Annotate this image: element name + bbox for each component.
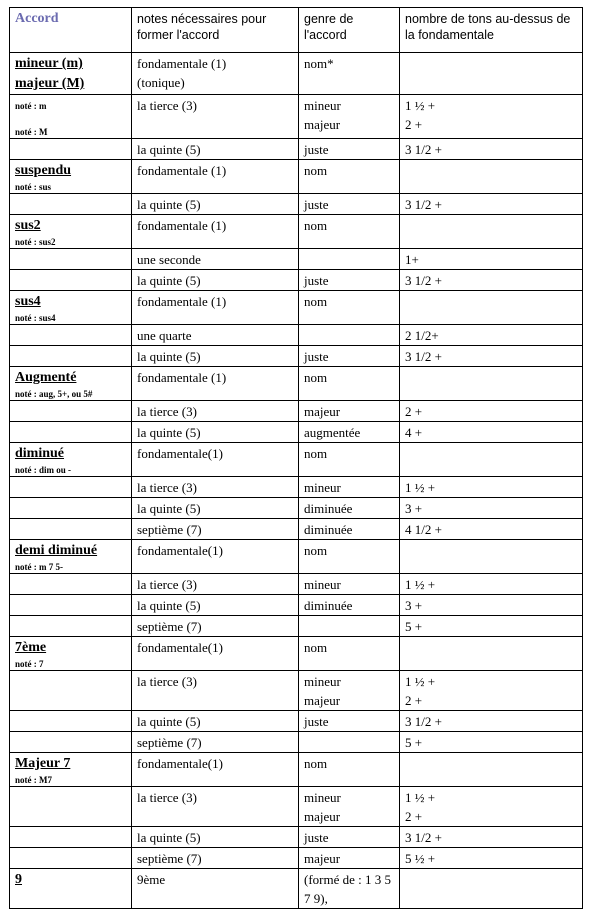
note-cell <box>132 346 299 367</box>
genre-text: nom <box>304 640 328 655</box>
chord-name-cell <box>10 53 132 95</box>
genre-text: mineur <box>304 674 341 689</box>
note-text: fondamentale (1) <box>137 163 227 178</box>
table-row <box>10 787 583 827</box>
tons-text: 5 ½ + <box>405 851 436 866</box>
tons-cell <box>400 711 583 732</box>
note-cell <box>132 732 299 753</box>
genre-cell <box>299 595 400 616</box>
tons-cell <box>400 869 583 909</box>
genre-text: nom <box>304 163 328 178</box>
note-text: fondamentale (1) <box>137 370 227 385</box>
tons-cell <box>400 291 583 325</box>
note-text: une seconde <box>137 252 201 267</box>
note-text: la tierce (3) <box>137 404 197 419</box>
table-row <box>10 291 583 325</box>
table-row <box>10 574 583 595</box>
tons-cell <box>400 194 583 215</box>
header-notes: notes nécessaires pour former l'accord <box>132 8 299 53</box>
chord-name-cell <box>10 637 132 671</box>
genre-text: diminuée <box>304 598 353 613</box>
note-text: fondamentale(1) <box>137 756 223 771</box>
note-cell <box>132 270 299 291</box>
chord-name-cell <box>10 215 132 249</box>
genre-text: majeur <box>304 851 341 866</box>
table-row <box>10 540 583 574</box>
genre-text: juste <box>304 830 329 845</box>
table-row <box>10 443 583 477</box>
note-text: fondamentale(1) <box>137 640 223 655</box>
chord-name-cell <box>10 595 132 616</box>
note-text: septième (7) <box>137 619 202 634</box>
chord-name-cell <box>10 249 132 270</box>
table-row <box>10 753 583 787</box>
tons-text: 5 + <box>405 619 423 634</box>
chord-notation: noté : m 7 5- <box>15 562 63 572</box>
chord-name: suspendu <box>15 163 72 178</box>
chord-name: Augmenté <box>15 370 77 385</box>
table-row <box>10 95 583 139</box>
note-text: fondamentale(1) <box>137 543 223 558</box>
table-row <box>10 160 583 194</box>
note-cell <box>132 139 299 160</box>
tons-cell <box>400 595 583 616</box>
note-cell <box>132 477 299 498</box>
note-text: la tierce (3) <box>137 98 197 113</box>
tons-text: 2 + <box>405 809 423 824</box>
table-row <box>10 249 583 270</box>
genre-cell <box>299 291 400 325</box>
genre-text: majeur <box>304 693 341 708</box>
genre-cell <box>299 574 400 595</box>
note-text: la quinte (5) <box>137 142 201 157</box>
tons-cell <box>400 671 583 711</box>
chord-notation: noté : M7 <box>15 775 52 785</box>
table-row <box>10 422 583 443</box>
chord-name-cell <box>10 194 132 215</box>
genre-text: mineur <box>304 480 341 495</box>
chord-name-cell <box>10 732 132 753</box>
chord-notation: noté : aug, 5+, ou 5# <box>15 389 93 399</box>
table-row <box>10 616 583 637</box>
chord-name-cell <box>10 422 132 443</box>
chord-name: 9 <box>15 872 22 887</box>
genre-text: majeur <box>304 809 341 824</box>
chord-name-cell <box>10 139 132 160</box>
chord-name-cell <box>10 270 132 291</box>
chord-name-cell <box>10 787 132 827</box>
chord-name-cell <box>10 367 132 401</box>
note-cell <box>132 160 299 194</box>
tons-cell <box>400 574 583 595</box>
chord-name-cell <box>10 869 132 909</box>
tons-text: 3 1/2 + <box>405 142 442 157</box>
tons-text: 1 ½ + <box>405 790 436 805</box>
tons-text: 1 ½ + <box>405 577 436 592</box>
note-text: la tierce (3) <box>137 480 197 495</box>
note-text: la quinte (5) <box>137 349 201 364</box>
header-genre: genre de l'accord <box>299 8 400 53</box>
note-cell <box>132 422 299 443</box>
note-text: la quinte (5) <box>137 714 201 729</box>
chord-name: majeur (M) <box>15 76 85 91</box>
note-text: fondamentale(1) <box>137 446 223 461</box>
genre-cell <box>299 367 400 401</box>
table-row <box>10 346 583 367</box>
chord-name-cell <box>10 519 132 540</box>
header-row <box>10 8 583 53</box>
note-cell <box>132 848 299 869</box>
genre-cell <box>299 732 400 753</box>
tons-text: 1 ½ + <box>405 98 436 113</box>
table-row <box>10 139 583 160</box>
note-text: septième (7) <box>137 851 202 866</box>
note-text: (tonique) <box>137 75 185 90</box>
table-row <box>10 498 583 519</box>
tons-text: 1+ <box>405 252 419 267</box>
chord-name-cell <box>10 401 132 422</box>
tons-cell <box>400 616 583 637</box>
note-cell <box>132 215 299 249</box>
genre-cell <box>299 848 400 869</box>
genre-cell <box>299 194 400 215</box>
genre-cell <box>299 827 400 848</box>
genre-text: mineur <box>304 577 341 592</box>
tons-text: 5 + <box>405 735 423 750</box>
chord-notation: noté : m <box>15 101 47 111</box>
genre-text: juste <box>304 197 329 212</box>
chord-name-cell <box>10 291 132 325</box>
note-text: fondamentale (1) <box>137 294 227 309</box>
tons-text: 4 + <box>405 425 423 440</box>
genre-cell <box>299 422 400 443</box>
chord-name-cell <box>10 671 132 711</box>
chord-name-cell <box>10 540 132 574</box>
tons-cell <box>400 95 583 139</box>
tons-cell <box>400 422 583 443</box>
genre-text: diminuée <box>304 501 353 516</box>
genre-text: majeur <box>304 404 341 419</box>
note-text: 9ème <box>137 872 166 887</box>
tons-cell <box>400 53 583 95</box>
tons-text: 3 1/2 + <box>405 197 442 212</box>
tons-cell <box>400 540 583 574</box>
note-cell <box>132 595 299 616</box>
tons-cell <box>400 827 583 848</box>
note-cell <box>132 401 299 422</box>
table-row <box>10 477 583 498</box>
genre-text: nom <box>304 446 328 461</box>
genre-text: juste <box>304 714 329 729</box>
tons-cell <box>400 401 583 422</box>
genre-cell <box>299 270 400 291</box>
chord-name-cell <box>10 711 132 732</box>
genre-cell <box>299 540 400 574</box>
table-row <box>10 519 583 540</box>
table-row <box>10 53 583 95</box>
chord-name-cell <box>10 827 132 848</box>
table-row <box>10 367 583 401</box>
header-accord: Accord <box>10 8 132 53</box>
genre-text: mineur <box>304 790 341 805</box>
chord-name-cell <box>10 325 132 346</box>
genre-cell <box>299 401 400 422</box>
tons-cell <box>400 270 583 291</box>
chord-name-cell <box>10 477 132 498</box>
genre-cell <box>299 477 400 498</box>
note-cell <box>132 574 299 595</box>
chord-name-cell <box>10 443 132 477</box>
note-text: fondamentale (1) <box>137 56 227 71</box>
note-text: la tierce (3) <box>137 577 197 592</box>
tons-cell <box>400 732 583 753</box>
genre-cell <box>299 787 400 827</box>
chord-notation: noté : dim ou - <box>15 465 71 475</box>
chord-name: demi diminué <box>15 543 98 558</box>
genre-cell <box>299 869 400 909</box>
chord-name-cell <box>10 160 132 194</box>
chord-table <box>9 7 583 909</box>
chord-name-cell <box>10 848 132 869</box>
genre-cell <box>299 95 400 139</box>
genre-cell <box>299 519 400 540</box>
genre-text: majeur <box>304 117 341 132</box>
note-cell <box>132 753 299 787</box>
tons-text: 1 ½ + <box>405 480 436 495</box>
note-cell <box>132 194 299 215</box>
note-cell <box>132 95 299 139</box>
tons-cell <box>400 367 583 401</box>
genre-cell <box>299 346 400 367</box>
genre-text: nom <box>304 370 328 385</box>
note-cell <box>132 53 299 95</box>
chord-name-cell <box>10 574 132 595</box>
chord-notation: noté : sus <box>15 182 52 192</box>
note-cell <box>132 540 299 574</box>
genre-cell <box>299 215 400 249</box>
genre-cell <box>299 160 400 194</box>
chord-name-cell <box>10 95 132 139</box>
note-text: septième (7) <box>137 522 202 537</box>
tons-text: 2 + <box>405 117 423 132</box>
tons-cell <box>400 139 583 160</box>
genre-text: diminuée <box>304 522 353 537</box>
genre-cell <box>299 671 400 711</box>
genre-text: nom <box>304 543 328 558</box>
note-cell <box>132 671 299 711</box>
table-row <box>10 194 583 215</box>
tons-cell <box>400 249 583 270</box>
note-cell <box>132 498 299 519</box>
genre-cell <box>299 53 400 95</box>
table-row <box>10 325 583 346</box>
table-row <box>10 637 583 671</box>
tons-cell <box>400 519 583 540</box>
chord-notation: noté : sus2 <box>15 237 56 247</box>
genre-cell <box>299 249 400 270</box>
note-cell <box>132 787 299 827</box>
genre-text: (formé de : 1 3 5 7 9), <box>304 872 392 906</box>
tons-text: 3 + <box>405 598 423 613</box>
note-cell <box>132 711 299 732</box>
table-row <box>10 401 583 422</box>
note-text: une quarte <box>137 328 192 343</box>
note-text: la quinte (5) <box>137 501 201 516</box>
note-text: la quinte (5) <box>137 197 201 212</box>
note-cell <box>132 519 299 540</box>
table-row <box>10 671 583 711</box>
note-cell <box>132 325 299 346</box>
chord-name-cell <box>10 498 132 519</box>
genre-text: nom <box>304 756 328 771</box>
genre-cell <box>299 139 400 160</box>
note-text: septième (7) <box>137 735 202 750</box>
chord-name: 7ème <box>15 640 47 655</box>
chord-name-cell <box>10 753 132 787</box>
note-cell <box>132 827 299 848</box>
genre-text: mineur <box>304 98 341 113</box>
note-text: la tierce (3) <box>137 790 197 805</box>
tons-cell <box>400 848 583 869</box>
table-row <box>10 827 583 848</box>
table-row <box>10 848 583 869</box>
chord-name: Majeur 7 <box>15 756 71 771</box>
genre-cell <box>299 498 400 519</box>
table-row <box>10 869 583 909</box>
chord-table-body <box>10 53 583 909</box>
chord-notation: noté : sus4 <box>15 313 56 323</box>
table-row <box>10 215 583 249</box>
chord-notation: noté : 7 <box>15 659 44 669</box>
table-row <box>10 595 583 616</box>
note-text: la quinte (5) <box>137 273 201 288</box>
tons-cell <box>400 637 583 671</box>
note-cell <box>132 616 299 637</box>
note-cell <box>132 637 299 671</box>
genre-text: nom* <box>304 56 334 71</box>
table-row <box>10 270 583 291</box>
genre-cell <box>299 711 400 732</box>
tons-cell <box>400 346 583 367</box>
tons-cell <box>400 787 583 827</box>
chord-name-cell <box>10 616 132 637</box>
tons-text: 2 + <box>405 404 423 419</box>
note-text: la quinte (5) <box>137 830 201 845</box>
tons-cell <box>400 498 583 519</box>
genre-text: juste <box>304 142 329 157</box>
tons-cell <box>400 443 583 477</box>
tons-text: 3 + <box>405 501 423 516</box>
note-text: la quinte (5) <box>137 598 201 613</box>
genre-text: nom <box>304 294 328 309</box>
note-cell <box>132 869 299 909</box>
note-text: fondamentale (1) <box>137 218 227 233</box>
chord-notation: noté : M <box>15 127 48 137</box>
tons-text: 1 ½ + <box>405 674 436 689</box>
tons-cell <box>400 753 583 787</box>
note-cell <box>132 443 299 477</box>
tons-text: 3 1/2 + <box>405 714 442 729</box>
genre-text: juste <box>304 349 329 364</box>
chord-name: sus4 <box>15 294 41 309</box>
genre-cell <box>299 616 400 637</box>
note-cell <box>132 367 299 401</box>
note-text: la quinte (5) <box>137 425 201 440</box>
genre-text: augmentée <box>304 425 361 440</box>
genre-cell <box>299 443 400 477</box>
genre-cell <box>299 637 400 671</box>
note-text: la tierce (3) <box>137 674 197 689</box>
tons-cell <box>400 160 583 194</box>
genre-text: juste <box>304 273 329 288</box>
tons-text: 2 1/2+ <box>405 328 439 343</box>
tons-cell <box>400 477 583 498</box>
header-tons: nombre de tons au-dessus de la fondamentale <box>400 8 583 53</box>
chord-name: sus2 <box>15 218 41 233</box>
note-cell <box>132 249 299 270</box>
tons-text: 3 1/2 + <box>405 273 442 288</box>
tons-text: 2 + <box>405 693 423 708</box>
tons-text: 4 1/2 + <box>405 522 442 537</box>
genre-text: nom <box>304 218 328 233</box>
tons-text: 3 1/2 + <box>405 830 442 845</box>
chord-name-cell <box>10 346 132 367</box>
table-row <box>10 732 583 753</box>
genre-cell <box>299 325 400 346</box>
table-row <box>10 711 583 732</box>
chord-name: diminué <box>15 446 65 461</box>
note-cell <box>132 291 299 325</box>
genre-cell <box>299 753 400 787</box>
tons-text: 3 1/2 + <box>405 349 442 364</box>
tons-cell <box>400 325 583 346</box>
chord-name: mineur (m) <box>15 56 83 71</box>
tons-cell <box>400 215 583 249</box>
